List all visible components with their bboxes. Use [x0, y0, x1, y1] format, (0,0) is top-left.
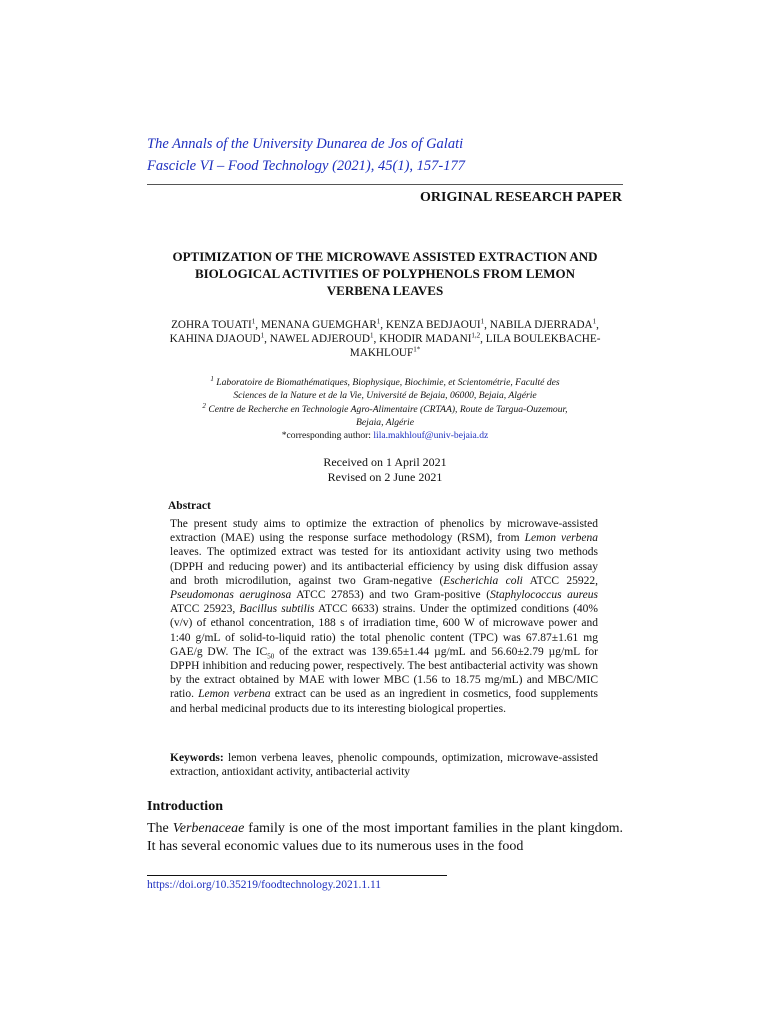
- author-line: [147, 346, 623, 360]
- header-rule: [147, 184, 623, 185]
- paper-type-label: ORIGINAL RESEARCH PAPER: [420, 190, 622, 205]
- title-line: OPTIMIZATION OF THE MICROWAVE ASSISTED EXTRACTION AND: [172, 249, 598, 264]
- abstract-text: ATCC 25923,: [170, 603, 240, 616]
- title-line: VERBENA LEAVES: [326, 283, 444, 298]
- author-affil-mark: 1,2: [471, 331, 481, 340]
- keywords-text: lemon verbena leaves, phenolic compounds, optimization, microwave-assisted extraction, antioxidant activity, antibacterial activity: [170, 752, 598, 779]
- abstract-italic: Escherichia coli: [443, 574, 523, 587]
- author-affil-mark: 1: [251, 317, 256, 326]
- abstract-text: extract can be used as an ingredient in cosmetics, food supplements and herbal medicinal products due to its interesting biological properties.: [170, 688, 599, 715]
- abstract-text: The present study aims to optimize the extraction of phenolics by microwave-assisted extraction (MAE) using the response surface methodology (RSM), from: [170, 518, 598, 545]
- abstract-italic: Pseudomonas aeruginosa: [170, 589, 292, 602]
- affiliation-line: [147, 374, 623, 390]
- abstract-heading: Abstract: [168, 500, 211, 512]
- author-affil-mark: 1: [376, 317, 381, 326]
- affiliation-1: [147, 374, 623, 402]
- author-affil-mark: 1: [480, 317, 485, 326]
- author-name: KENZA BEDJAOUI: [385, 319, 481, 331]
- author-name: KHODIR MADANI: [379, 333, 472, 345]
- abstract-italic: Lemon verbena: [524, 532, 599, 545]
- journal-name: The Annals of the University Dunarea de Jos of Galati: [147, 136, 464, 152]
- author-affil-mark: 1: [370, 331, 374, 340]
- affiliation-text: Bejaia, Algérie: [356, 416, 414, 428]
- title-line: BIOLOGICAL ACTIVITIES OF POLYPHENOLS FROM LEMON: [194, 266, 576, 281]
- intro-italic: Verbenaceae: [172, 821, 245, 836]
- author-name: MAKHLOUF: [349, 347, 414, 359]
- introduction-heading: Introduction: [147, 799, 223, 814]
- author-affil-mark: 1: [592, 317, 597, 326]
- author-affil-mark: 1: [260, 331, 265, 340]
- journal-citation: [147, 133, 465, 177]
- author-name: LILA BOULEKBACHE-: [485, 333, 601, 345]
- revised-date: Revised on 2 June 2021: [327, 470, 443, 484]
- abstract-text: ATCC 27853) and two Gram-positive (: [291, 589, 491, 602]
- introduction-body: [147, 820, 623, 856]
- abstract-text: leaves. The optimized extract was tested for its antioxidant activity using two methods (DPPH and reducing power) and its antibacterial efficiency by using disk diffusion assay and broth microdilution, against two Gram-negative (: [170, 546, 598, 587]
- corresponding-email-link[interactable]: lila.makhlouf@univ-bejaia.dz: [373, 430, 489, 441]
- abstract-subscript: 50: [267, 652, 275, 661]
- abstract-text: ATCC 6633) strains. Under the optimized conditions (40% (v/v) of ethanol concentration, 188 s of irradiation time, 600 W of microwave power and 1:40 g/mL of solid-to-liquid ratio) the total phenolic content (TPC) was 67.87±1.61 mg GAE/g DW. The IC: [170, 603, 599, 658]
- author-name: MENANA GUEMGHAR: [260, 319, 377, 331]
- paper-title: [147, 248, 623, 299]
- abstract-body: [170, 517, 598, 716]
- author-name: KAHINA DJAOUD: [169, 333, 261, 345]
- affiliation-text: Sciences de la Nature et de la Vie, Université de Bejaia, 06000, Bejaia, Algérie: [233, 389, 537, 401]
- affiliation-line: [147, 401, 623, 417]
- footnote-rule: [147, 875, 447, 876]
- author-name: ZOHRA TOUATI: [171, 319, 252, 331]
- abstract-italic: Lemon verbena: [198, 688, 271, 701]
- author-affil-mark: 1*: [413, 345, 421, 354]
- author-list: [147, 318, 623, 360]
- abstract-text: of the extract was 139.65±1.44 µg/mL and 56.60±2.79 µg/mL for DPPH inhibition and reducing power, respectively. The best antibacterial activity was shown by the extract obtained by MAE with lower MBC (1.56 to 18.75 mg/mL) and MBC/MIC ratio.: [170, 645, 598, 701]
- abstract-italic: Staphylococcus aureus: [490, 589, 599, 602]
- affiliation-mark: 2: [202, 401, 206, 410]
- author-line: ZOHRA TOUATI$^1$, MENANA GUEMGHAR$^1$, KENZA BEDJAOUI$^1$, NABILA DJERRADA$^1$,: [171, 317, 599, 331]
- received-date: Received on 1 April 2021: [323, 455, 447, 469]
- abstract-italic: Bacillus subtilis: [239, 603, 315, 616]
- intro-text: family is one of the most important families in the plant kingdom. It has several economic values due to its numerous uses in the food: [147, 821, 624, 854]
- affiliation-2: [147, 401, 623, 429]
- corresponding-author: [147, 430, 623, 441]
- author-line: KAHINA DJAOUD$^1$, NAWEL ADJEROUD$^1$, KHODIR MADANI$^{1,2}$, LILA BOULEKBACHE-: [169, 331, 601, 345]
- affiliation-text: Centre de Recherche en Technologie Agro-Alimentaire (CRTAA), Route de Targua-Ouzemour,: [208, 404, 568, 415]
- keywords: [170, 751, 598, 779]
- author-name: NAWEL ADJEROUD: [269, 333, 371, 345]
- submission-dates: [147, 455, 623, 485]
- keywords-label: Keywords:: [170, 752, 224, 764]
- corresponding-label: *corresponding author:: [281, 430, 371, 441]
- abstract-text: ATCC 25922,: [522, 574, 598, 587]
- affiliation-mark: 1: [210, 374, 214, 383]
- doi-link[interactable]: https://doi.org/10.35219/foodtechnology.2021.1.11: [147, 879, 382, 891]
- journal-issue: Fascicle VI – Food Technology (2021), 45(1), 157-177: [147, 158, 465, 174]
- author-name: NABILA DJERRADA: [489, 319, 593, 331]
- intro-text: The: [147, 821, 173, 836]
- affiliation-text: Laboratoire de Biomathématiques, Biophysique, Biochimie, et Scientométrie, Faculté des: [216, 377, 560, 388]
